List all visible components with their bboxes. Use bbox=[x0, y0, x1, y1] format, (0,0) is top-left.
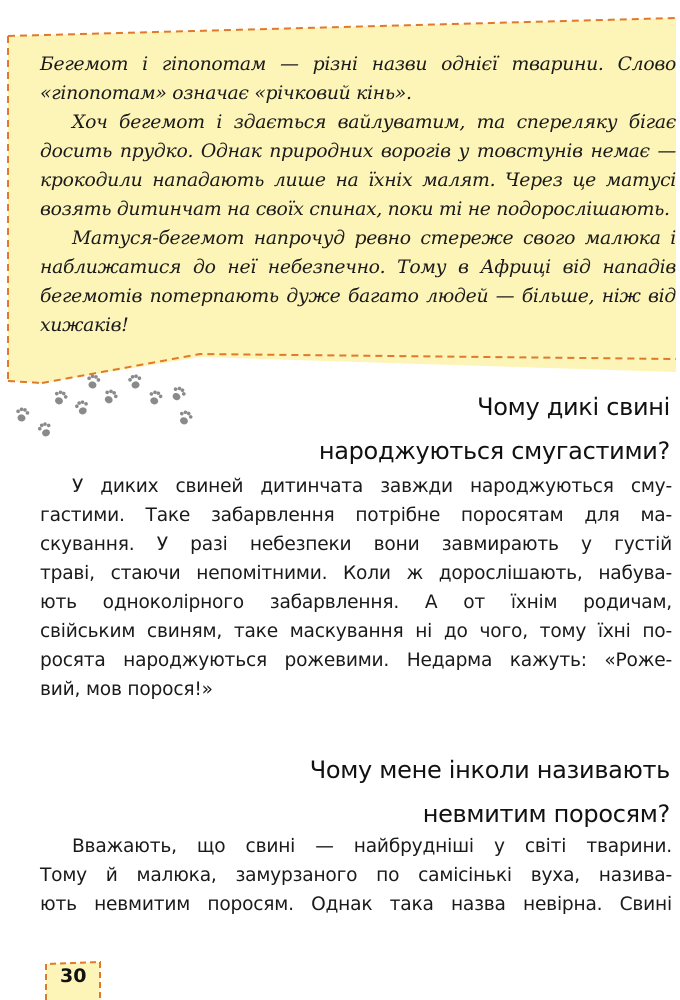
text-line: У диких свиней дитинчата завжди народжуються сму- bbox=[72, 476, 672, 497]
section-body bbox=[40, 472, 672, 704]
text-line: траві, стаючи непомітними. Коли ж дорослішають, набува- bbox=[40, 563, 672, 584]
callout-paragraph: Бегемот і гіпопотам — різні назви однієї тварини. Слово «гіпопотам» означає «річковий кінь». bbox=[40, 54, 676, 104]
heading-line: народжуються смугастими? bbox=[318, 437, 670, 465]
text-line: свійським свиням, таке маскування ні до чого, тому їхні по- bbox=[40, 621, 672, 642]
heading-line: Чому мене інколи називають bbox=[309, 756, 670, 784]
text-line: Вважають, що свині — найбрудніші у світі тварини. bbox=[72, 836, 672, 857]
heading-line: Чому дикі свині bbox=[477, 393, 670, 421]
page-number: 30 bbox=[60, 965, 87, 987]
text-line: гастими. Таке забарвлення потрібне поросятам для ма- bbox=[40, 505, 672, 526]
callout-text bbox=[40, 50, 676, 340]
text-line: ють невмитим поросям. Однак така назва невірна. Свині bbox=[40, 894, 672, 915]
callout-paragraph: Хоч бегемот і здається вайлуватим, та спереляку бігає досить прудко. Однак природних ворогів у товстунів немає — крокодили нападають лише на їхніх малят. Через це матусі возять дитинчат на своїх спинах, поки ті не подорослішають. bbox=[40, 112, 676, 220]
section-heading bbox=[319, 385, 670, 473]
text-line: скування. У разі небезпеки вони завмирають у густій bbox=[40, 534, 672, 555]
paw-prints-icon bbox=[0, 360, 200, 450]
text-line: ють одноколірного забарвлення. А от їхнім родичам, bbox=[40, 592, 672, 613]
text-line: вий, мов порося!» bbox=[40, 679, 213, 700]
text-line: росята народжуються рожевими. Недарма кажуть: «Роже- bbox=[40, 650, 672, 671]
text-line: Тому й малюка, замурзаного по самісінькі вуха, назива- bbox=[40, 865, 672, 886]
section-body bbox=[40, 832, 672, 919]
section-heading bbox=[310, 748, 670, 836]
heading-line: невмитим поросям? bbox=[422, 800, 670, 828]
callout-paragraph: Матуся-бегемот напрочуд ревно стереже свого малюка і наближатися до неї небезпечно. Тому в Африці від нападів бегемотів потерпають дуже багато людей — більше, ніж від хижаків! bbox=[40, 228, 676, 336]
